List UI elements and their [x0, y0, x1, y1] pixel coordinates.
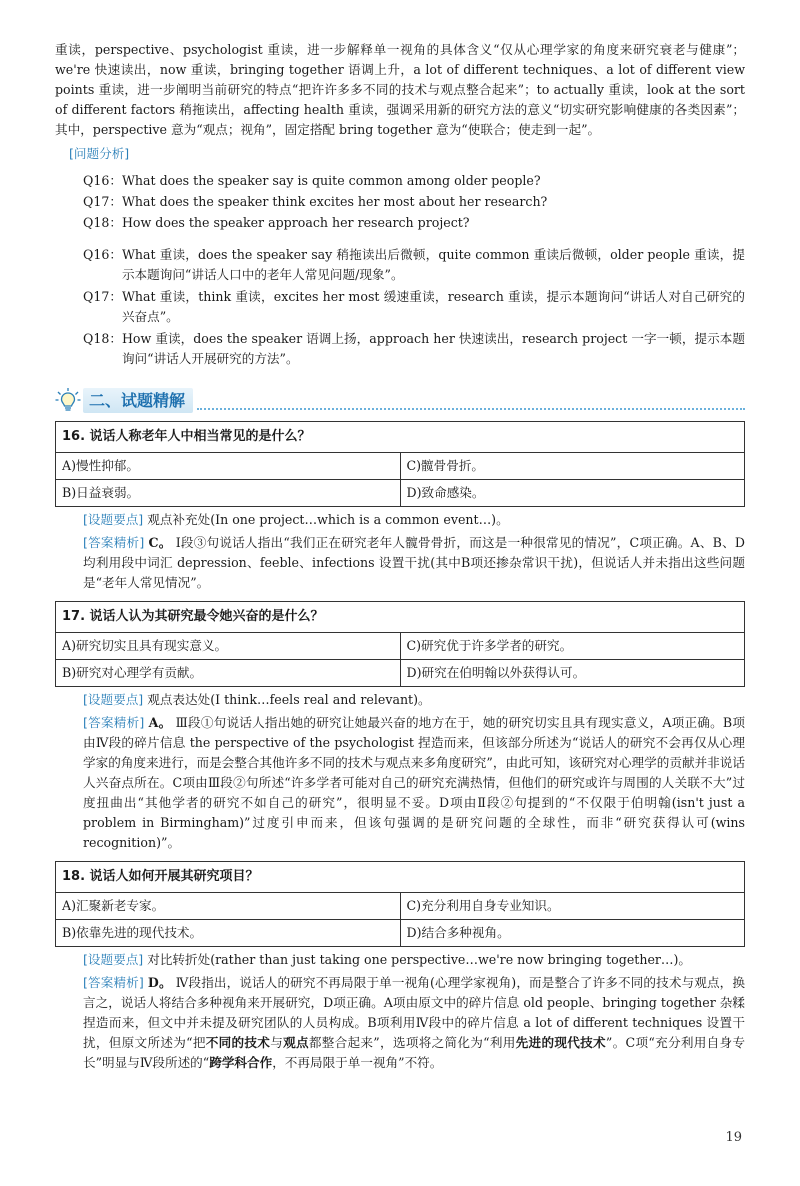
- answer-analysis-17: [83, 713, 745, 853]
- answer-analysis-text: Ⅲ段①句说话人指出她的研究让她最兴奋的地方在于，她的研究切实且具有现实意义，A项正确。B项由Ⅳ段的碎片信息 the perspective of the psychologist 捏造而来，但该部分所述为“说话人的研究不会再仅从心理学家的角度来进行，而是会整合其他许多不同的技术与观点来多角度研究”，由此可知，该研究对心理学的贡献并非说话人兴奋点所在。C项由Ⅲ段②句所述“许多学者可能对自己的研究充满热情，但他们的研究或许与周围的人关联不大”过度扭曲出“其他学者的研究不如自己的研究”，很明显不妥。D项由Ⅱ段②句提到的“不仅限于伯明翰(isn't just a problem in Birmingham)”过度引申而来，但该句强调的是研究问题的全球性，而非“研究获得认可(wins recognition)”。: [83, 715, 745, 850]
- setting-point-tag: [设题要点]: [83, 692, 144, 707]
- question-text: What does the speaker say is quite common among older people?: [121, 173, 541, 188]
- question-stem: 17. 说话人认为其研究最令她兴奋的是什么？: [56, 602, 745, 633]
- answer-text-segment: ”。C项“充分利用自身专长”明显与Ⅳ段所述的“: [83, 1035, 746, 1070]
- lightbulb-icon: [55, 387, 81, 413]
- answer-analysis-tag: [答案精析]: [83, 975, 144, 990]
- setting-point-tag: [设题要点]: [83, 512, 144, 527]
- answer-text-segment: ，不再局限于单一视角”不符。: [272, 1055, 443, 1070]
- option-b: B)研究对心理学有贡献。: [56, 660, 401, 687]
- option-a: A)汇聚新老专家。: [56, 893, 401, 920]
- setting-point-17: [83, 690, 745, 710]
- question-table-17: [55, 601, 745, 687]
- question-label: Q18：: [83, 215, 122, 230]
- analysis-text: What 重读，think 重读，excites her most 缓速重读，research 重读，提示本题询问“讲话人对自己研究的兴奋点”。: [121, 289, 745, 324]
- question-q17: [83, 191, 745, 212]
- problem-analysis-tag: [问题分析]: [69, 146, 130, 161]
- option-a: A)研究切实且具有现实意义。: [56, 633, 401, 660]
- option-d: D)研究在伯明翰以外获得认可。: [400, 660, 745, 687]
- analysis-text: What 重读，does the speaker say 稍拖读出后微顿，quite common 重读后微顿，older people 重读，提示本题询问“讲话人口中的老年人常见问题/现象”。: [121, 247, 745, 282]
- question-label: Q16：: [83, 173, 122, 188]
- option-a: A)慢性抑郁。: [56, 453, 401, 480]
- option-b: B)日益衰弱。: [56, 480, 401, 507]
- answer-text-segment: Ⅳ段指出，说话人的研究不再局限于单一视角(心理学家视角)，而是整合了许多不同的技术与观点，换言之，说话人将结合多种视角来开展研究，D项正确。A项由原文中的碎片信息 old people、bringing together 杂糅捏造而来，但文中并未提及研究团队的人员构成。B项利用Ⅳ段中的碎片信息 a lot of different techniques 设置干扰，但原文所述为“把: [83, 975, 745, 1050]
- setting-point-text: 对比转折处(rather than just taking one perspective…we're now bringing together…)。: [147, 952, 692, 967]
- option-d: D)致命感染。: [400, 480, 745, 507]
- setting-point-text: 观点表达处(I think…feels real and relevant)。: [147, 692, 431, 707]
- answer-key: C。: [148, 535, 172, 550]
- option-b: B)依靠先进的现代技术。: [56, 920, 401, 947]
- question-label: Q17：: [83, 194, 122, 209]
- option-c: C)髋骨骨折。: [400, 453, 745, 480]
- answer-key: A。: [148, 715, 172, 730]
- question-list: [83, 170, 745, 233]
- answer-analysis-16: [83, 533, 745, 593]
- answer-analysis-18: [83, 973, 745, 1073]
- analysis-label: Q18：: [83, 331, 122, 346]
- section-header: [55, 383, 745, 413]
- option-d: D)结合多种视角。: [400, 920, 745, 947]
- analysis-label: Q17：: [83, 289, 122, 304]
- answer-key: D。: [147, 975, 172, 990]
- page-number: 19: [725, 1130, 742, 1145]
- setting-point-16: [83, 510, 745, 530]
- question-q16: [83, 170, 745, 191]
- section-title: 二、试题精解: [83, 388, 193, 413]
- answer-analysis-text: [83, 975, 745, 1070]
- question-table-18: [55, 861, 745, 947]
- setting-point-text: 观点补充处(In one project…which is a common event…)。: [147, 512, 509, 527]
- answer-text-emphasis: 先进的现代技术: [515, 1035, 606, 1050]
- intro-paragraph: 重读，perspective、psychologist 重读，进一步解释单一视角的具体含义“仅从心理学家的角度来研究衰老与健康”；we're 快速读出，now 重读，bringing together 语调上升，a lot of different techniques、a lot of different view points 重读，进一步阐明当前研究的特点“把许许多多不同的技术与观点整合起来”；to actually 重读，look at the sort of different factors 稍拖读出，affecting health 重读，强调采用新的研究方法的意义“切实研究影响健康的各类因素”；其中，perspective 意为“观点；视角”，固定搭配 bring together 意为“使联合；使走到一起”。: [55, 42, 745, 137]
- answer-text-emphasis: 跨学科合作: [209, 1055, 273, 1070]
- option-c: C)充分利用自身专业知识。: [400, 893, 745, 920]
- question-analysis-list: [83, 245, 745, 369]
- setting-point-18: [83, 950, 745, 970]
- answer-text-emphasis: 不同的技术: [205, 1035, 271, 1050]
- analysis-q18: [83, 329, 745, 369]
- page-content: [55, 40, 745, 1073]
- section-divider: [197, 408, 745, 410]
- answer-text-emphasis: 观点: [283, 1035, 309, 1050]
- answer-analysis-text: Ⅰ段③句说话人指出“我们正在研究老年人髋骨骨折，而这是一种很常见的情况”，C项正确。A、B、D均利用段中词汇 depression、feeble、infections 设置干扰(其中B项还掺杂常识干扰)，但说话人并未指出这些问题是“老年人常见情况”。: [83, 535, 745, 590]
- answer-analysis-tag: [答案精析]: [83, 715, 145, 730]
- analysis-q16: [83, 245, 745, 285]
- analysis-q17: [83, 287, 745, 327]
- answer-text-segment: 与: [270, 1035, 284, 1050]
- option-c: C)研究优于许多学者的研究。: [400, 633, 745, 660]
- question-text: What does the speaker think excites her most about her research?: [121, 194, 548, 209]
- question-text: How does the speaker approach her research project?: [121, 215, 470, 230]
- setting-point-tag: [设题要点]: [83, 952, 144, 967]
- question-stem: 16. 说话人称老年人中相当常见的是什么？: [56, 422, 745, 453]
- analysis-text: How 重读，does the speaker 语调上扬，approach her 快速读出，research project 一字一顿，提示本题询问“讲话人开展研究的方法”。: [121, 331, 745, 366]
- analysis-label: Q16：: [83, 247, 122, 262]
- question-table-16: [55, 421, 745, 507]
- question-stem: 18. 说话人如何开展其研究项目？: [56, 862, 745, 893]
- answer-analysis-tag: [答案精析]: [83, 535, 145, 550]
- answer-text-segment: 都整合起来”，选项将之简化为“利用: [308, 1035, 516, 1050]
- question-q18: [83, 212, 745, 233]
